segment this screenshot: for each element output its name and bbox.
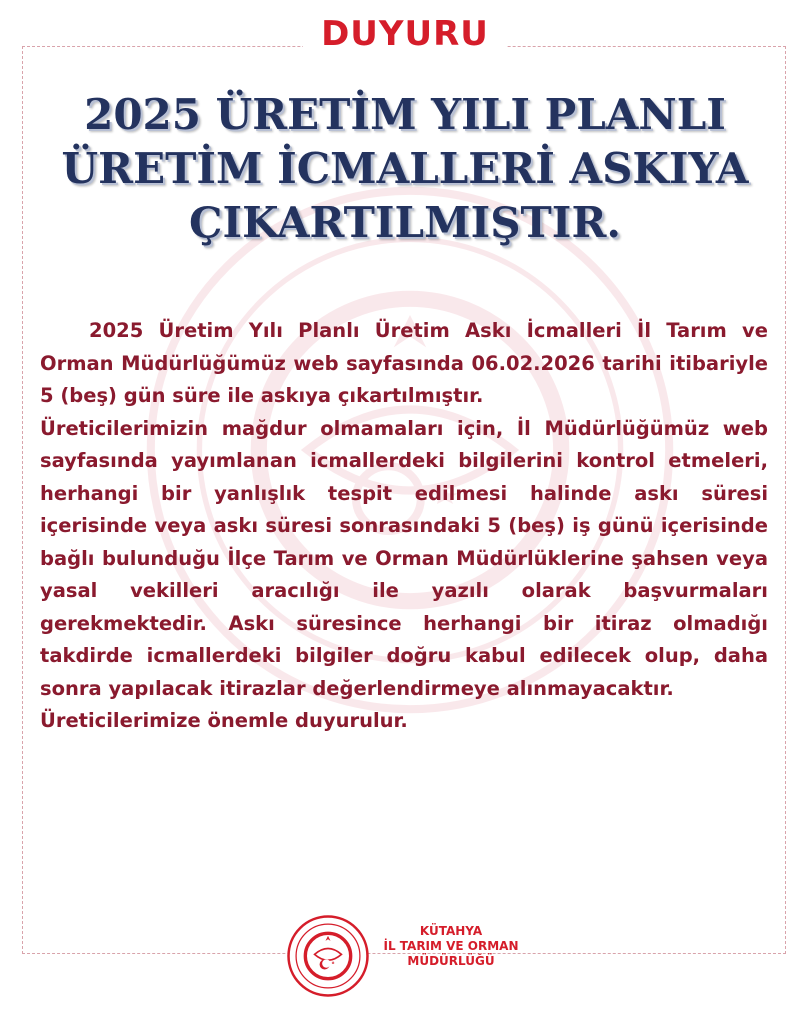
org-line-2: İL TARIM VE ORMAN <box>383 939 519 953</box>
announcement-body <box>40 315 768 738</box>
org-line-3: MÜDÜRLÜĞÜ <box>407 954 495 968</box>
closing-line: Üreticilerimize önemle duyurulur. <box>40 709 408 732</box>
body-paragraph-1: 2025 Üretim Yılı Planlı Üretim Askı İcmalleri İl Tarım ve Orman Müdürlüğümüz web sayfasında 06.02.2026 tarihi itibariyle 5 (beş) gün süre ile askıya çıkartılmıştır. <box>40 319 768 407</box>
ministry-seal-icon <box>286 914 370 998</box>
title-line-1: 2025 ÜRETİM YILI PLANLI <box>84 90 726 139</box>
announcement-header <box>0 14 810 54</box>
org-line-1: KÜTAHYA <box>419 924 483 938</box>
organization-name <box>376 924 526 969</box>
page-title <box>0 88 810 250</box>
header-label: DUYURU <box>303 14 507 54</box>
title-line-3: ÇIKARTILMIŞTIR. <box>189 198 621 247</box>
title-line-2: ÜRETİM İCMALLERİ ASKIYA <box>61 144 749 193</box>
body-paragraph-2: Üreticilerimizin mağdur olmamaları için, İl Müdürlüğümüz web sayfasında yayımlanan icmallerdeki bilgilerini kontrol etmeleri, herhangi bir yanlışlık tespit edilmesi halinde askı süresi içerisinde veya askı süresi sonrasındaki 5 (beş) iş günü içerisinde bağlı bulunduğu İlçe Tarım ve Orman Müdürlüklerine şahsen veya yasal vekilleri aracılığı ile yazılı olarak başvurmaları gerekmektedir. Askı süresince herhangi bir itiraz olmadığı takdirde icmallerdeki bilgiler doğru kabul edilecek olup, daha sonra yapılacak itirazlar değerlendirmeye alınmayacaktır. <box>40 416 768 700</box>
